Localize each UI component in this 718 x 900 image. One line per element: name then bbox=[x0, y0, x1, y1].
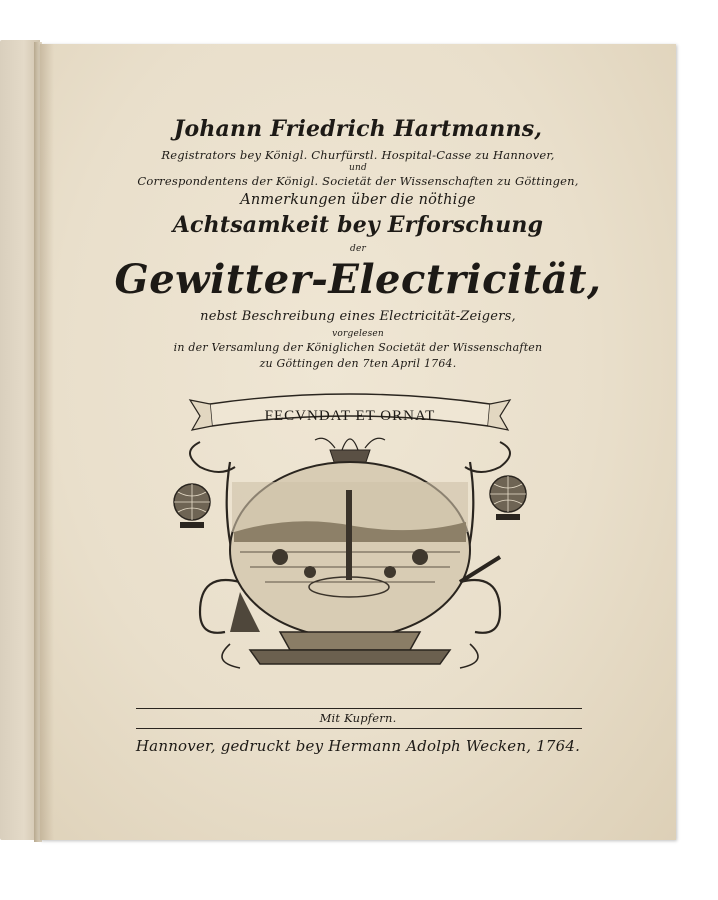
author-society: Correspondentens der Königl. Societät der Wissenschaften zu Göttingen, bbox=[137, 174, 579, 188]
imprint-line: Hannover, gedruckt bey Hermann Adolph Wecken, 1764. bbox=[135, 737, 581, 755]
rule-top bbox=[136, 708, 582, 709]
main-title: Gewitter-Electricität, bbox=[114, 256, 602, 303]
place-date-line: zu Göttingen den 7ten April 1764. bbox=[259, 357, 457, 370]
conjunction-und: und bbox=[349, 163, 367, 173]
plates-note: Mit Kupfern. bbox=[319, 711, 397, 725]
author-office: Registrators bey Königl. Churfürstl. Hospital-Casse zu Hannover, bbox=[161, 148, 555, 162]
globe-right-icon bbox=[490, 476, 526, 520]
title-line-anmerkungen: Anmerkungen über die nöthige bbox=[240, 192, 476, 208]
motto-text: FECVNDAT ET ORNAT bbox=[264, 408, 436, 424]
assembly-line: in der Versamlung der Königlichen Societät der Wissenschaften bbox=[173, 341, 543, 354]
engraved-vignette bbox=[170, 382, 530, 692]
author-name: Johann Friedrich Hartmanns, bbox=[173, 116, 543, 142]
title-page bbox=[40, 44, 676, 840]
motto-ribbon bbox=[190, 394, 510, 430]
rule-bottom bbox=[136, 728, 582, 729]
title-line-der: der bbox=[350, 244, 366, 254]
subtitle: nebst Beschreibung eines Electricität-Zeigers, bbox=[200, 309, 516, 324]
title-line-achtsamkeit: Achtsamkeit bey Erforschung bbox=[172, 212, 544, 238]
read-note: vorgelesen bbox=[332, 329, 384, 339]
globe-left-icon bbox=[174, 484, 210, 528]
